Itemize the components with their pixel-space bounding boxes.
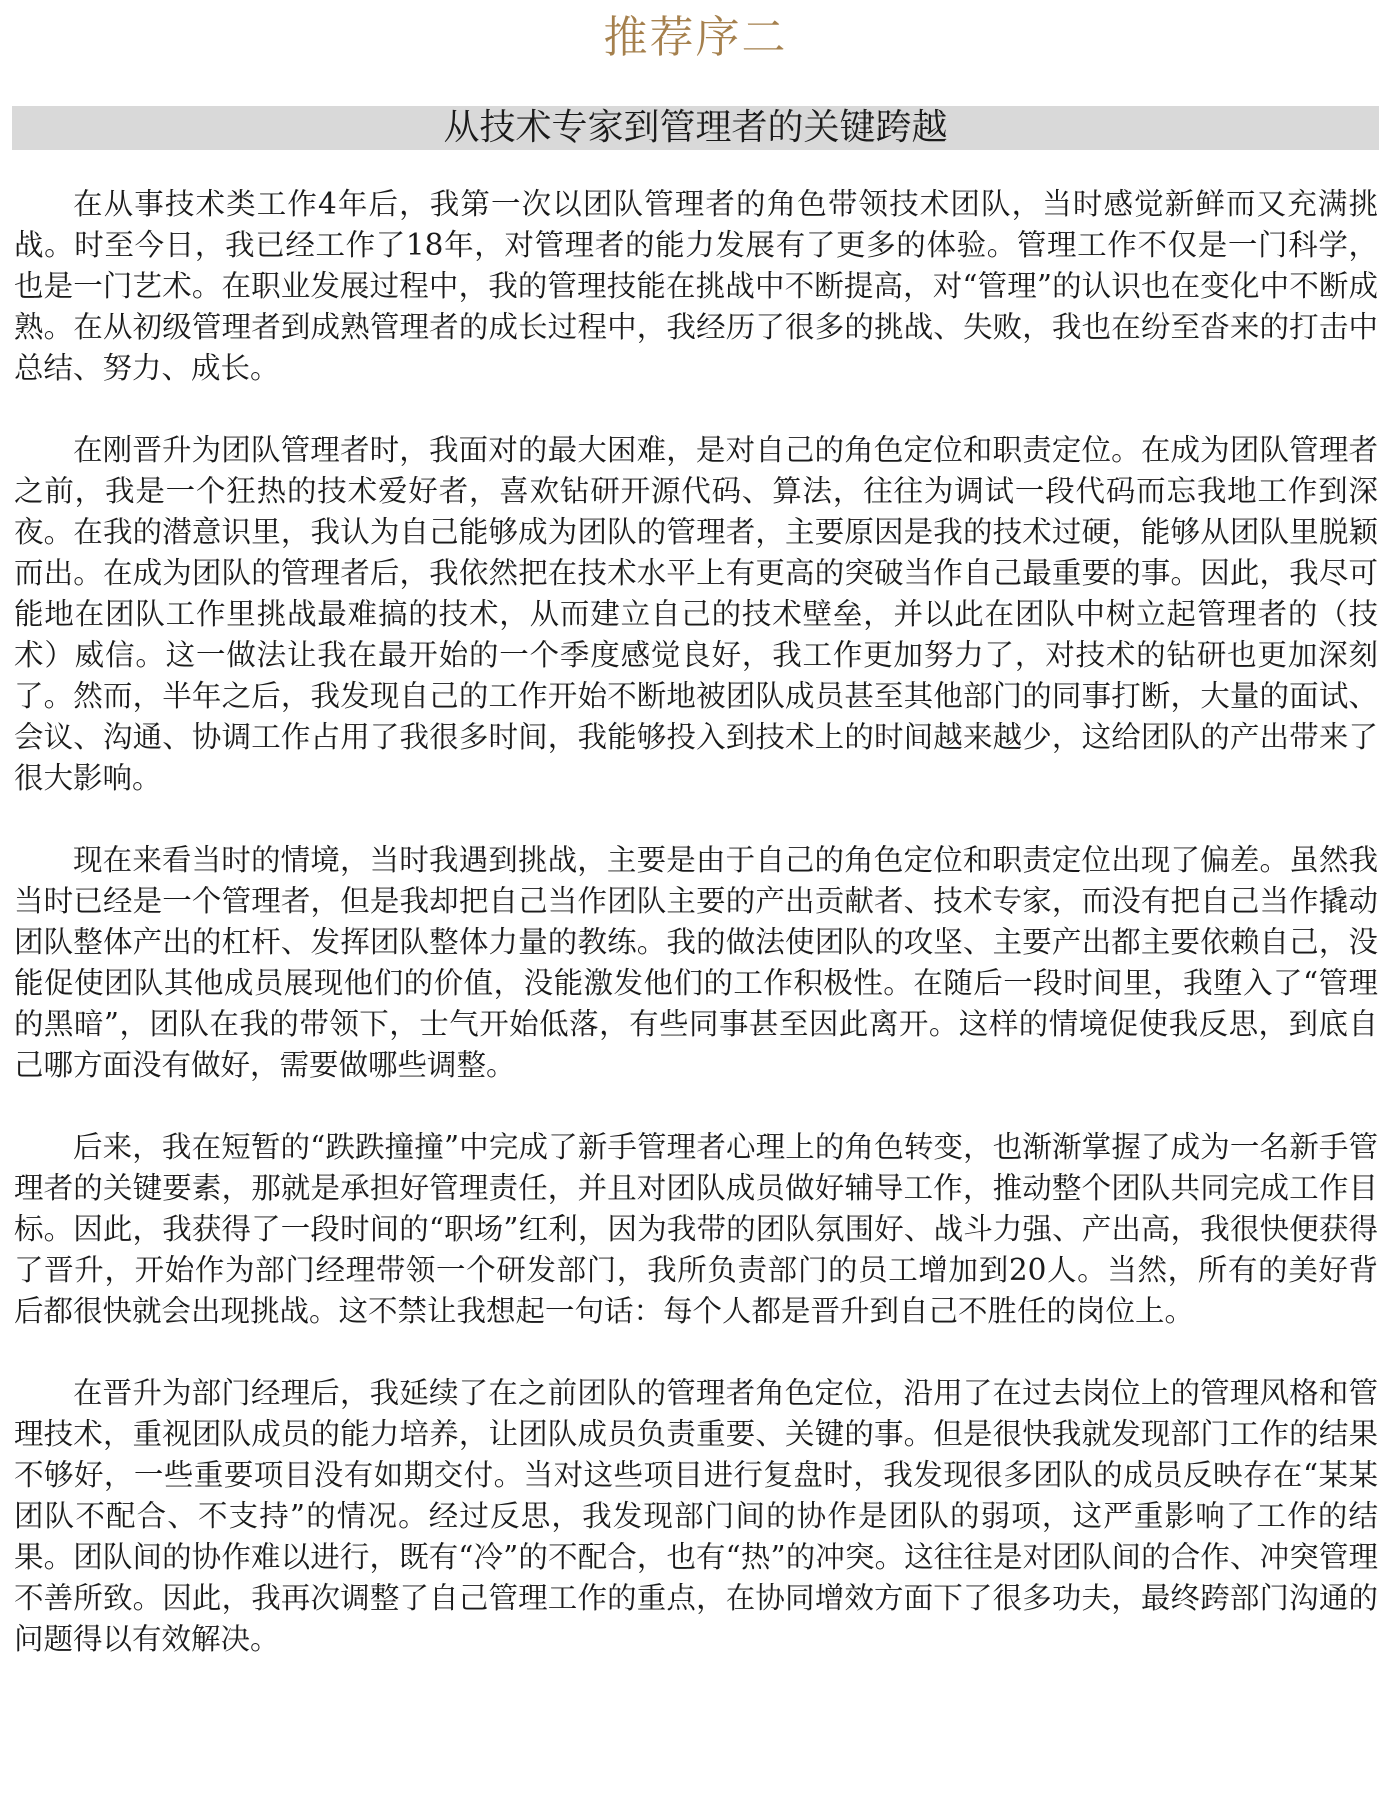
paragraph-5: 在晋升为部门经理后，我延续了在之前团队的管理者角色定位，沿用了在过去岗位上的管理风格和管理技术，重视团队成员的能力培养，让团队成员负责重要、关键的事。但是很快我就发现部门工作的结果不够好，一些重要项目没有如期交付。当对这些项目进行复盘时，我发现很多团队的成员反映存在“某某团队不配合、不支持”的情况。经过反思，我发现部门间的协作是团队的弱项，这严重影响了工作的结果。团队间的协作难以进行，既有“冷”的不配合，也有“热”的冲突。这往往是对团队间的合作、冲突管理不善所致。因此，我再次调整了自己管理工作的重点，在协同增效方面下了很多功夫，最终跨部门沟通的问题得以有效解决。	[14, 1376, 1378, 1656]
section-subtitle: 从技术专家到管理者的关键跨越	[443, 107, 948, 148]
body-text	[14, 184, 1378, 1701]
paragraph-1: 在从事技术类工作4年后，我第一次以团队管理者的角色带领技术团队，当时感觉新鲜而又充满挑战。时至今日，我已经工作了18年，对管理者的能力发展有了更多的体验。管理工作不仅是一门科学，也是一门艺术。在职业发展过程中，我的管理技能在挑战中不断提高，对“管理”的认识也在变化中不断成熟。在从初级管理者到成熟管理者的成长过程中，我经历了很多的挑战、失败，我也在纷至沓来的打击中总结、努力、成长。	[14, 187, 1378, 385]
paragraph-4: 后来，我在短暂的“跌跌撞撞”中完成了新手管理者心理上的角色转变，也渐渐掌握了成为一名新手管理者的关键要素，那就是承担好管理责任，并且对团队成员做好辅导工作，推动整个团队共同完成工作目标。因此，我获得了一段时间的“职场”红利，因为我带的团队氛围好、战斗力强、产出高，我很快便获得了晋升，开始作为部门经理带领一个研发部门，我所负责部门的员工增加到20人。当然，所有的美好背后都很快就会出现挑战。这不禁让我想起一句话：每个人都是晋升到自己不胜任的岗位上。	[14, 1130, 1378, 1328]
chapter-title: 推荐序二	[603, 12, 788, 63]
paragraph-3: 现在来看当时的情境，当时我遇到挑战，主要是由于自己的角色定位和职责定位出现了偏差。虽然我当时已经是一个管理者，但是我却把自己当作团队主要的产出贡献者、技术专家，而没有把自己当作撬动团队整体产出的杠杆、发挥团队整体力量的教练。我的做法使团队的攻坚、主要产出都主要依赖自己，没能促使团队其他成员展现他们的价值，没能激发他们的工作积极性。在随后一段时间里，我堕入了“管理的黑暗”，团队在我的带领下，士气开始低落，有些同事甚至因此离开。这样的情境促使我反思，到底自己哪方面没有做好，需要做哪些调整。	[14, 843, 1378, 1082]
paragraph-2: 在刚晋升为团队管理者时，我面对的最大困难，是对自己的角色定位和职责定位。在成为团队管理者之前，我是一个狂热的技术爱好者，喜欢钻研开源代码、算法，往往为调试一段代码而忘我地工作到深夜。在我的潜意识里，我认为自己能够成为团队的管理者，主要原因是我的技术过硬，能够从团队里脱颖而出。在成为团队的管理者后，我依然把在技术水平上有更高的突破当作自己最重要的事。因此，我尽可能地在团队工作里挑战最难搞的技术，从而建立自己的技术壁垒，并以此在团队中树立起管理者的（技术）威信。这一做法让我在最开始的一个季度感觉良好，我工作更加努力了，对技术的钻研也更加深刻了。然而，半年之后，我发现自己的工作开始不断地被团队成员甚至其他部门的同事打断，大量的面试、会议、沟通、协调工作占用了我很多时间，我能够投入到技术上的时间越来越少，这给团队的产出带来了很大影响。	[14, 433, 1378, 795]
